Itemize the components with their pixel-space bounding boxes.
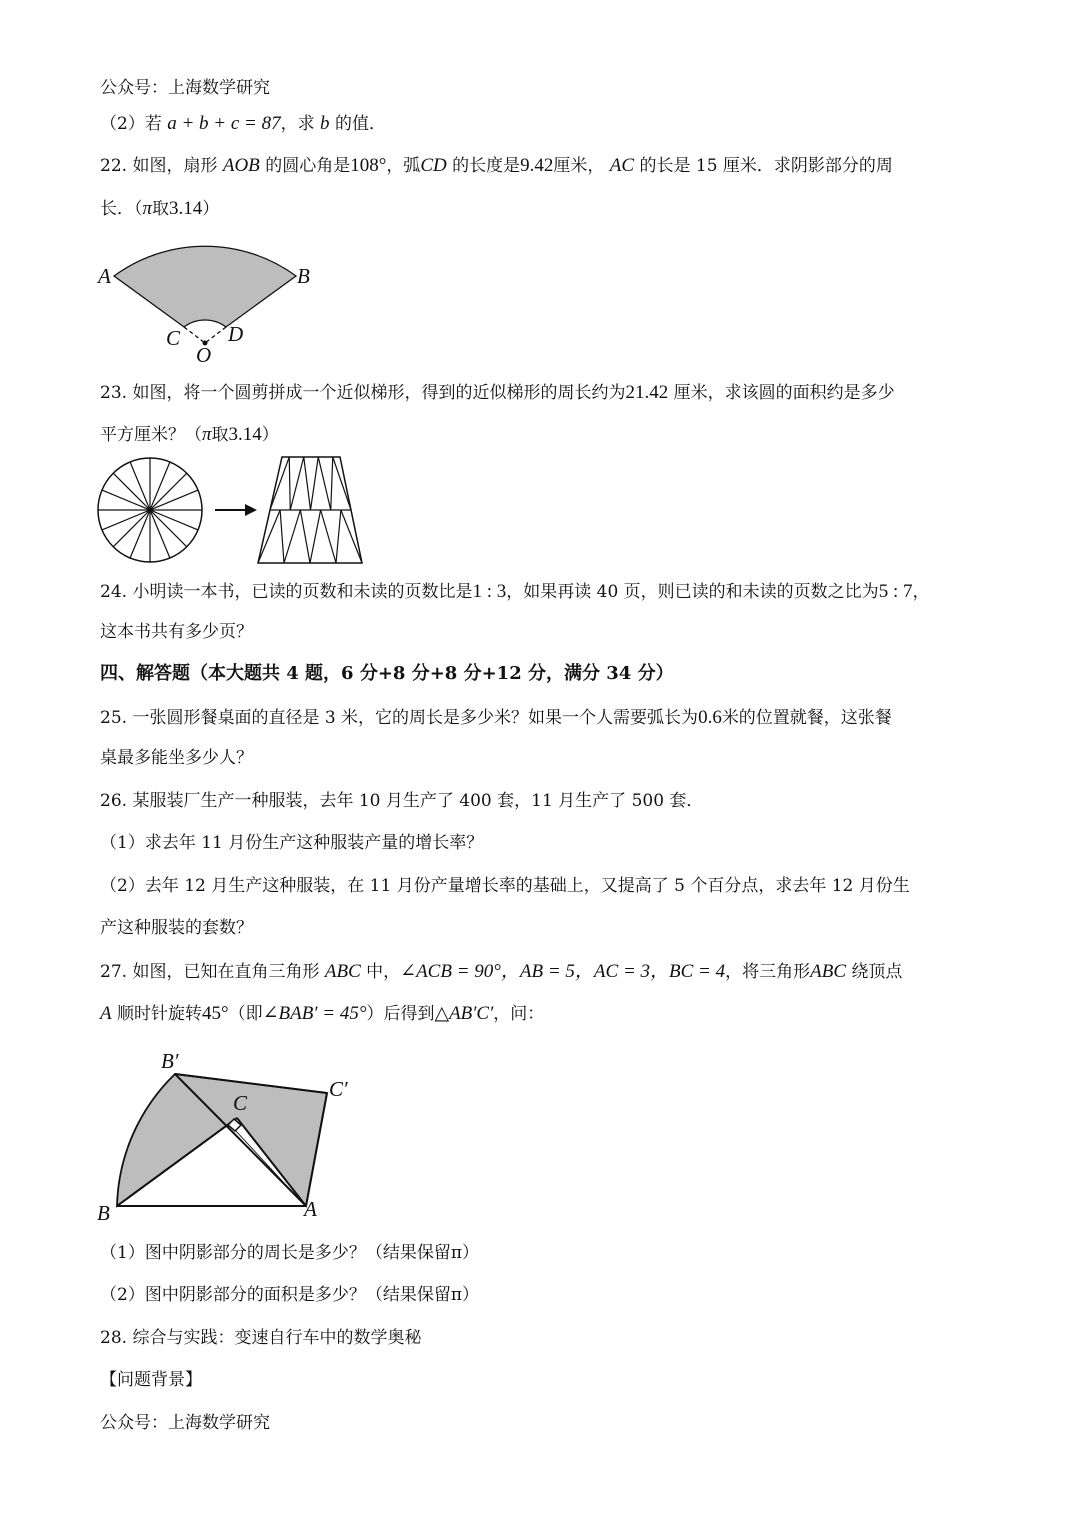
trapezoid-sector-line (280, 510, 284, 563)
approximate-trapezoid (258, 457, 362, 563)
q25-line1: 25. 一张圆形餐桌面的直径是 3 米，它的周长是多少米？如果一个人需要弧长为0.6米的位置就餐，这张餐 (100, 707, 892, 728)
trapezoid-sector-line (311, 457, 319, 510)
label-o: O (196, 343, 212, 367)
label-c: C (166, 326, 181, 350)
q22-line2: 长．（π取3.14） (100, 198, 220, 219)
label-b: B (97, 1201, 110, 1225)
circle-radius-line (113, 510, 150, 547)
label-a: A (98, 264, 111, 288)
trapezoid-sector-line (318, 457, 331, 510)
trapezoid-sector-line (284, 510, 300, 563)
section-4-heading: 四、解答题（本大题共 4 题，6 分+8 分+8 分+12 分，满分 34 分） (100, 663, 674, 684)
trapezoid-sector-line (300, 510, 310, 563)
circle-radius-line (150, 473, 187, 510)
q27-part2: （2）图中阴影部分的面积是多少？（结果保留π） (100, 1285, 480, 1305)
page-header: 公众号：上海数学研究 (100, 78, 270, 98)
label-b: B (297, 264, 310, 288)
trapezoid-sector-line (310, 510, 321, 563)
trapezoid-sector-line (290, 457, 304, 510)
q26-stem: 26. 某服装厂生产一种服装，去年 10 月生产了 400 套，11 月生产了 500 套． (100, 791, 704, 811)
q26-part2-line2: 产这种服装的套数？ (100, 918, 253, 938)
q23-line1: 23. 如图，将一个圆剪拼成一个近似梯形，得到的近似梯形的周长约为21.42 厘米，求该圆的面积约是多少 (100, 382, 895, 403)
q25-line2: 桌最多能坐多少人？ (100, 748, 253, 768)
q28-stem: 28. 综合与实践：变速自行车中的数学奥秘 (100, 1328, 422, 1348)
divided-circle (98, 458, 202, 562)
label-c: C (233, 1091, 248, 1115)
circle-radius-line (150, 510, 187, 547)
q22-sector-figure (90, 225, 330, 370)
trapezoid-sector-line (304, 457, 311, 510)
label-b-prime: B′ (161, 1049, 179, 1073)
q22-line1: 22. 如图，扇形 AOB 的圆心角是108°，弧CD 的长度是9.42厘米， AC 的长是 15 厘米．求阴影部分的周 (100, 155, 893, 176)
q24-line2: 这本书共有多少页？ (100, 622, 253, 642)
q23-circle-trapezoid-figure (95, 455, 375, 567)
label-c-prime: C′ (329, 1077, 348, 1101)
trapezoid-sector-line (331, 457, 333, 510)
trapezoid-sector-line (289, 457, 290, 510)
q27-rotation-figure (95, 1040, 375, 1230)
trapezoid-sector-line (321, 510, 336, 563)
q21-part2: （2）若 a + b + c = 87，求 b 的值． (100, 113, 386, 134)
trapezoid-sector-line (258, 510, 280, 563)
q27-part1: （1）图中阴影部分的周长是多少？（结果保留π） (100, 1243, 480, 1263)
q27-line2: A 顺时针旋转45°（即∠BAB′ = 45°）后得到△AB′C′，问： (100, 1003, 545, 1024)
page-footer: 公众号：上海数学研究 (100, 1413, 270, 1433)
trapezoid-sector-line (341, 510, 362, 563)
q24-line1: 24. 小明读一本书，已读的页数和未读的页数比是1 : 3，如果再读 40 页，则已读的和未读的页数之比为5 : 7， (100, 581, 930, 602)
q28-background-heading: 【问题背景】 (100, 1370, 202, 1390)
circle-radius-line (113, 473, 150, 510)
q27-line1: 27. 如图，已知在直角三角形 ABC 中，∠ACB = 90°，AB = 5，AC = 3，BC = 4，将三角形ABC 绕顶点 (100, 961, 903, 982)
shaded-sector-region (114, 246, 296, 327)
q26-part2-line1: （2）去年 12 月生产这种服装，在 11 月份产量增长率的基础上，又提高了 5 个百分点，求去年 12 月份生 (100, 876, 910, 896)
right-arrow-icon (215, 504, 257, 516)
q26-part1: （1）求去年 11 月份生产这种服装产量的增长率？ (100, 833, 484, 853)
q23-line2: 平方厘米？（π取3.14） (100, 424, 279, 445)
label-d: D (228, 322, 244, 346)
trapezoid-sector-line (336, 510, 341, 563)
shaded-region (117, 1074, 327, 1206)
label-a: A (304, 1197, 317, 1221)
